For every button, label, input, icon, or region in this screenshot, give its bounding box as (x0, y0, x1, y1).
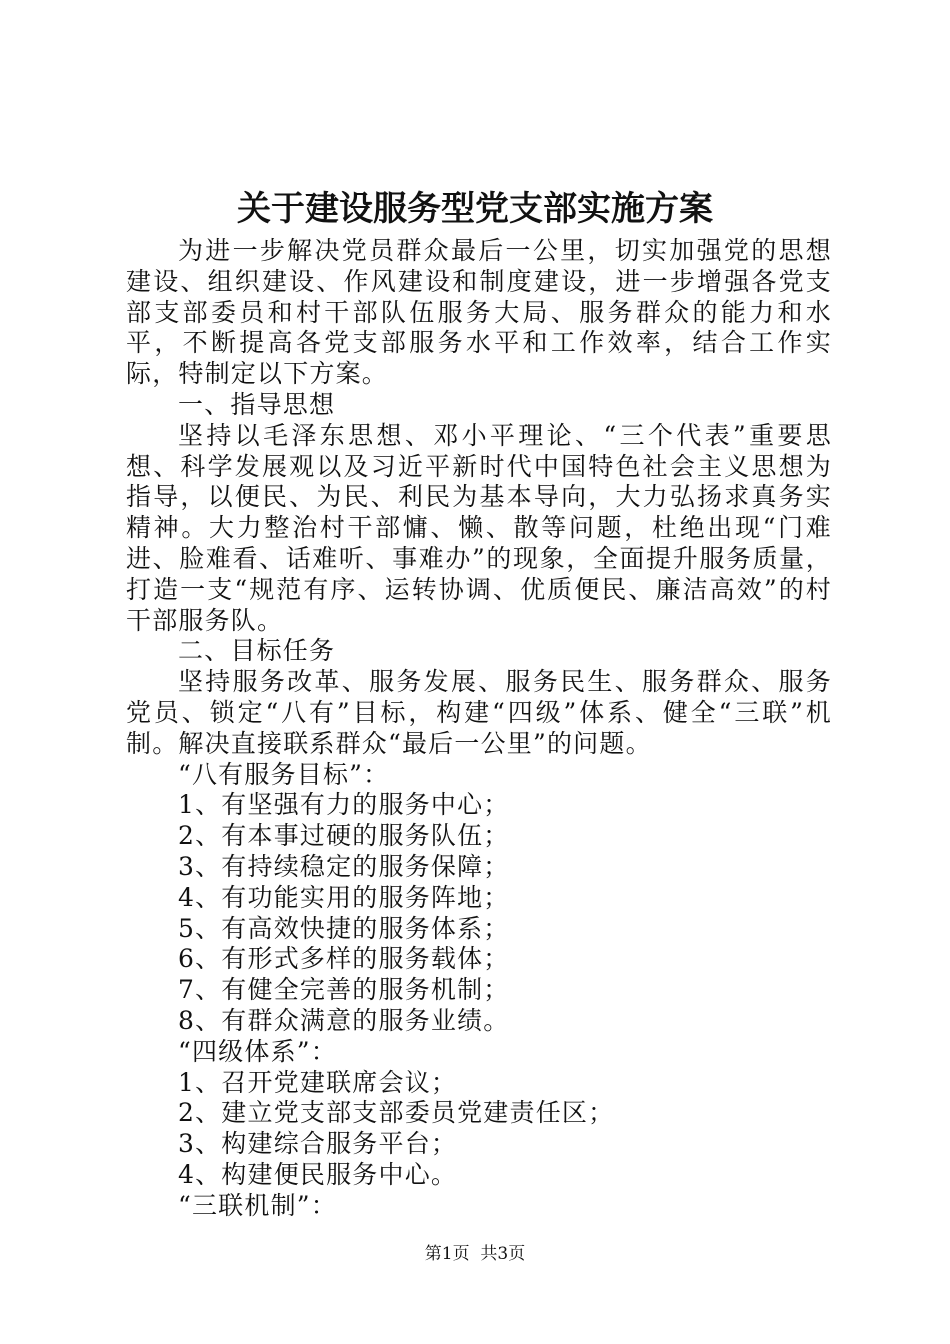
goals-paragraph: 坚持服务改革、服务发展、服务民生、服务群众、服务党员、锁定“八有”目标，构建“四级”体系、健全“三联”机制。解决直接联系群众“最后一公里”的问题。 (126, 667, 832, 758)
three-link-mechanism-heading: “三联机制”： (178, 1190, 337, 1220)
page-number: 第1页 (424, 1244, 470, 1264)
eight-goals-heading: “八有服务目标”： (178, 759, 390, 789)
list-item: 1、有坚强有力的服务中心； (178, 790, 510, 820)
list-item: 3、构建综合服务平台； (178, 1129, 458, 1159)
list-item: 6、有形式多样的服务载体； (178, 944, 510, 974)
list-item: 2、有本事过硬的服务队伍； (178, 821, 510, 851)
guiding-ideology-paragraph: 坚持以毛泽东思想、邓小平理论、“三个代表”重要思想、科学发展观以及习近平新时代中国特色社会主义思想为指导，以便民、为民、利民为基本导向，大力弘扬求真务实精神。大力整治村干部慵、懒、散等问题，杜绝出现“门难进、脸难看、话难听、事难办”的现象，全面提升服务质量，打造一支“规范有序、运转协调、优质便民、廉洁高效”的村干部服务队。 (126, 420, 832, 635)
list-item: 1、召开党建联席会议； (178, 1067, 458, 1097)
page-total: 共3页 (480, 1244, 526, 1264)
page-footer (0, 1242, 950, 1266)
list-item: 5、有高效快捷的服务体系； (178, 913, 510, 943)
list-item: 7、有健全完善的服务机制； (178, 975, 510, 1005)
document-title: 关于建设服务型党支部实施方案 (237, 189, 713, 229)
intro-paragraph: 为进一步解决党员群众最后一公里，切实加强党的思想建设、组织建设、作风建设和制度建设，进一步增强各党支部支部委员和村干部队伍服务大局、服务群众的能力和水平，不断提高各党支部服务水平和工作效率，结合工作实际，特制定以下方案。 (126, 236, 832, 389)
section-heading-goals: 二、目标任务 (178, 636, 336, 666)
list-item: 4、构建便民服务中心。 (178, 1159, 458, 1189)
four-level-system-heading: “四级体系”： (178, 1036, 337, 1066)
list-item: 3、有持续稳定的服务保障； (178, 851, 510, 881)
list-item: 4、有功能实用的服务阵地； (178, 882, 510, 912)
list-item: 8、有群众满意的服务业绩。 (178, 1005, 510, 1035)
section-heading-guiding-ideology: 一、指导思想 (178, 389, 336, 419)
document-body (126, 236, 832, 1222)
list-item: 2、建立党支部支部委员党建责任区； (178, 1098, 615, 1128)
